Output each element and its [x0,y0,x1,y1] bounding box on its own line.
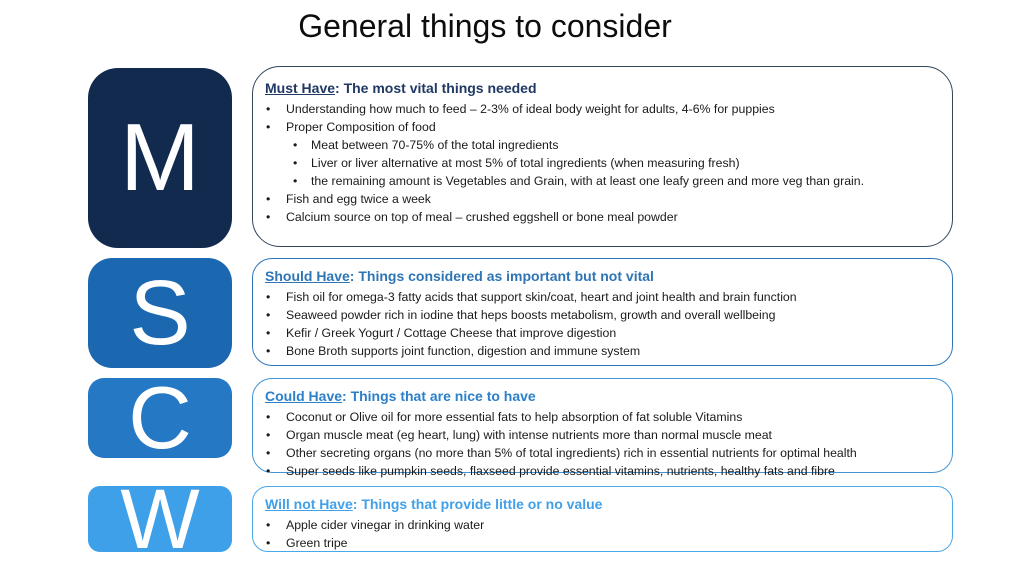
bullet-item [265,516,938,534]
bullet-item [265,190,938,208]
will-not-have-panel [252,486,953,552]
bullet-text: Coconut or Olive oil for more essential fats to help absorption of fat soluble Vitamins [286,410,743,424]
will-not-have-heading-label: Will not Have [265,496,353,512]
bullet-item [265,172,938,190]
letter-s-glyph: S [129,262,191,364]
could-have-heading [265,388,938,405]
bullet-item [265,462,938,480]
bullet-text: Bone Broth supports joint function, digestion and immune system [286,344,641,358]
page-title: General things to consider [298,8,672,44]
bullet-item [265,100,938,118]
bullet-text: Other secreting organs (no more than 5% of total ingredients) rich in essential nutrients for optimal health [286,446,857,460]
bullet-dot: • [266,290,271,304]
should-have-heading [265,268,938,285]
should-have-heading-rest: : Things considered as important but not vital [349,268,654,284]
will-not-have-bullet-list [265,516,938,552]
bullet-dot: • [266,428,271,442]
bullet-dot: • [293,156,298,170]
bullet-text: Proper Composition of food [286,120,436,134]
moscow-tile-should [88,258,232,368]
letter-c-glyph: C [128,378,192,458]
could-have-heading-label: Could Have [265,388,343,404]
could-have-panel [252,378,953,478]
bullet-dot: • [266,210,271,224]
bullet-dot: • [293,174,298,188]
bullet-text: Meat between 70-75% of the total ingredients [311,138,559,152]
could-have-bullet-list [265,408,938,480]
must-have-heading [265,80,938,97]
moscow-tile-could [88,378,232,458]
bullet-item [265,342,938,360]
bullet-text: Understanding how much to feed – 2-3% of ideal body weight for adults, 4-6% for puppies [286,102,775,116]
bullet-text: Fish oil for omega-3 fatty acids that support skin/coat, heart and joint health and brain function [286,290,797,304]
bullet-text: Green tripe [286,536,348,550]
must-have-heading-rest: : The most vital things needed [335,80,537,96]
bullet-item [265,288,938,306]
should-have-heading-label: Should Have [265,268,350,284]
bullet-item [265,408,938,426]
bullet-text: Super seeds like pumpkin seeds, flaxseed provide essential vitamins, nutrients, healthy fats and fibre [286,464,835,478]
bullet-item [265,534,938,552]
bullet-dot: • [266,308,271,322]
bullet-dot: • [266,446,271,460]
bullet-dot: • [266,192,271,206]
bullet-item [265,324,938,342]
bullet-item [265,306,938,324]
bullet-item [265,444,938,462]
bullet-text: Liver or liver alternative at most 5% of total ingredients (when measuring fresh) [311,156,740,170]
moscow-tile-will-not [88,486,232,552]
bullet-dot: • [266,410,271,424]
bullet-dot: • [266,102,271,116]
bullet-item [265,136,938,154]
bullet-item [265,154,938,172]
bullet-text: Seaweed powder rich in iodine that heps boosts metabolism, growth and overall wellbeing [286,308,776,322]
should-have-panel [252,258,953,366]
should-have-bullet-list [265,288,938,360]
bullet-dot: • [293,138,298,152]
bullet-item [265,426,938,444]
could-have-heading-rest: : Things that are nice to have [342,388,536,404]
bullet-dot: • [266,464,271,478]
will-not-have-heading-rest: : Things that provide little or no value [352,496,603,512]
moscow-tile-must [88,68,232,248]
must-have-heading-label: Must Have [265,80,336,96]
will-not-have-heading [265,496,938,513]
bullet-text: the remaining amount is Vegetables and Grain, with at least one leafy green and more veg than grain. [311,174,865,188]
bullet-dot: • [266,536,271,550]
bullet-text: Kefir / Greek Yogurt / Cottage Cheese that improve digestion [286,326,617,340]
bullet-item [265,118,938,136]
bullet-dot: • [266,344,271,358]
letter-w-glyph: W [120,486,200,552]
bullet-text: Apple cider vinegar in drinking water [286,518,485,532]
must-have-panel [252,66,953,247]
must-have-bullet-list [265,100,938,226]
bullet-text: Calcium source on top of meal – crushed eggshell or bone meal powder [286,210,678,224]
bullet-text: Fish and egg twice a week [286,192,431,206]
bullet-dot: • [266,326,271,340]
bullet-text: Organ muscle meat (eg heart, lung) with intense nutrients more than normal muscle meat [286,428,772,442]
bullet-dot: • [266,518,271,532]
letter-m-glyph: M [120,104,200,211]
bullet-dot: • [266,120,271,134]
bullet-item [265,208,938,226]
